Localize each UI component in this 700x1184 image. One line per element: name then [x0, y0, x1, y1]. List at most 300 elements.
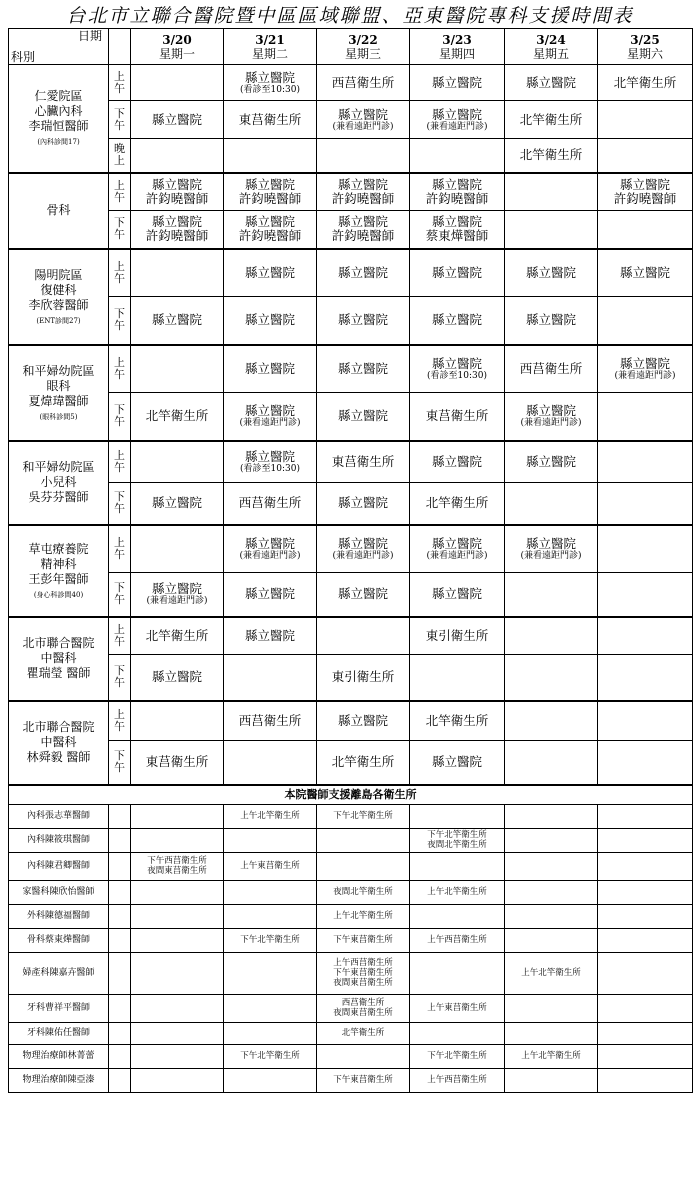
slot-label: 上午: [109, 249, 131, 297]
slot-blank: [109, 852, 131, 880]
island-support-body: [9, 785, 693, 1093]
day-header: 3/21 星期二: [224, 29, 317, 65]
schedule-cell: [505, 573, 598, 617]
island-cell: [131, 904, 224, 928]
schedule-row: [9, 297, 693, 345]
schedule-cell: [598, 573, 693, 617]
slot-blank: [109, 994, 131, 1022]
island-cell: [505, 904, 598, 928]
island-cell: [224, 952, 317, 994]
schedule-cell: 北竿衛生所: [131, 617, 224, 655]
island-cell: [410, 952, 505, 994]
schedule-cell: [317, 617, 410, 655]
schedule-cell: [598, 297, 693, 345]
slot-blank: [109, 928, 131, 952]
clinic-remark: (兼看遠距門診): [332, 550, 394, 561]
island-cell: [317, 828, 410, 852]
slot-blank: [109, 1044, 131, 1068]
slot-label: 上午: [109, 65, 131, 101]
staff-name: 婦產科陳嘉卉醫師: [9, 952, 109, 994]
clinic-remark: (兼看遠距門診): [426, 121, 488, 132]
schedule-row: [9, 139, 693, 173]
clinic-name: 縣立醫院: [244, 403, 295, 419]
island-cell: [598, 1068, 693, 1092]
schedule-cell: [131, 345, 224, 393]
schedule-cell: [224, 525, 317, 573]
schedule-cell: [505, 617, 598, 655]
schedule-cell: 縣立醫院 許鈞曉醫師: [598, 173, 693, 211]
island-cell: [317, 1044, 410, 1068]
schedule-cell: 縣立醫院: [410, 573, 505, 617]
schedule-cell: 縣立醫院: [131, 101, 224, 139]
island-cell: 夜間北竿衛生所: [317, 880, 410, 904]
island-cell: 上午西莒衛生所: [410, 1068, 505, 1092]
clinic-name: 縣立醫院: [244, 69, 295, 85]
page-title: 台北市立聯合醫院暨中區區域聯盟、亞東醫院專科支援時間表: [66, 5, 634, 27]
schedule-cell: [224, 139, 317, 173]
doctor-line: 瞿瑞瑩 醫師: [26, 666, 91, 680]
schedule-cell: [410, 139, 505, 173]
staff-name: 家醫科陳欣怡醫師: [9, 880, 109, 904]
dept-label: 科別: [11, 50, 36, 64]
schedule-cell: 縣立醫院: [410, 741, 505, 785]
schedule-cell: 東莒衛生所: [131, 741, 224, 785]
schedule-row: [9, 345, 693, 393]
schedule-cell: 縣立醫院 許鈞曉醫師: [317, 173, 410, 211]
clinic-remark: (兼看遠距門診): [239, 550, 301, 561]
schedule-cell: 東莒衛生所: [317, 441, 410, 483]
slot-label: 下午: [109, 101, 131, 139]
doctor-line: 眼科: [46, 378, 71, 393]
island-cell: 下午北竿衛生所: [224, 1044, 317, 1068]
schedule-cell: 縣立醫院: [505, 441, 598, 483]
clinic-name: 縣立醫院: [244, 448, 295, 464]
island-cell: [598, 952, 693, 994]
schedule-table: [8, 28, 693, 1093]
island-row: [9, 1022, 693, 1044]
clinic-name: 縣立醫院: [525, 535, 576, 551]
clinic-name: 縣立醫院: [244, 535, 295, 551]
schedule-cell: [598, 101, 693, 139]
slot-label: 下午: [109, 211, 131, 249]
island-cell: 西莒衛生所 夜間東莒衛生所: [317, 994, 410, 1022]
schedule-cell: [317, 525, 410, 573]
island-cell: [131, 880, 224, 904]
schedule-cell: 縣立醫院: [131, 297, 224, 345]
schedule-cell: 東引衛生所: [317, 655, 410, 701]
doctor-line: 小兒科: [40, 475, 77, 489]
schedule-cell: 縣立醫院: [410, 297, 505, 345]
schedule-cell: 北竿衛生所: [505, 139, 598, 173]
island-cell: [131, 994, 224, 1022]
schedule-cell: [598, 701, 693, 741]
slot-blank: [109, 904, 131, 928]
doctor-line: 中醫科: [40, 651, 77, 665]
clinic-name: 縣立醫院: [431, 535, 482, 551]
schedule-cell: [317, 139, 410, 173]
clinic-remark: (兼看遠距門診): [520, 550, 582, 561]
schedule-cell: 縣立醫院 許鈞曉醫師: [317, 211, 410, 249]
clinic-name: 縣立醫院: [337, 535, 388, 551]
slot-label: 上午: [109, 617, 131, 655]
schedule-cell: 縣立醫院 許鈞曉醫師: [224, 211, 317, 249]
slot-header: [109, 29, 131, 65]
schedule-cell: 縣立醫院: [224, 297, 317, 345]
schedule-cell: 西莒衛生所: [224, 483, 317, 525]
schedule-cell: 北竿衛生所: [410, 701, 505, 741]
island-row: [9, 994, 693, 1022]
schedule-cell: [505, 173, 598, 211]
staff-name: 牙科曹祥平醫師: [9, 994, 109, 1022]
island-cell: 下午北竿衛生所 夜間北竿衛生所: [410, 828, 505, 852]
schedule-cell: [131, 249, 224, 297]
island-row: [9, 1044, 693, 1068]
island-cell: 上午西莒衛生所 下午東莒衛生所 夜間東莒衛生所: [317, 952, 410, 994]
schedule-row: [9, 741, 693, 785]
schedule-cell: [131, 573, 224, 617]
island-section-header-row: [9, 785, 693, 805]
schedule-cell: [224, 441, 317, 483]
doctor-line: 北市聯合醫院: [22, 720, 95, 734]
island-cell: [598, 804, 693, 828]
doctor-line: 北市聯合醫院: [22, 636, 95, 650]
island-cell: 北竿衛生所: [317, 1022, 410, 1044]
schedule-cell: [505, 211, 598, 249]
island-cell: 上午西莒衛生所: [410, 928, 505, 952]
slot-label: 上午: [109, 525, 131, 573]
schedule-cell: 縣立醫院: [224, 249, 317, 297]
day-header: 3/22 星期三: [317, 29, 410, 65]
island-cell: [410, 852, 505, 880]
island-cell: [505, 852, 598, 880]
island-cell: [224, 904, 317, 928]
island-cell: 上午北竿衛生所: [317, 904, 410, 928]
schedule-row: [9, 211, 693, 249]
schedule-cell: [224, 65, 317, 101]
staff-name: 內科張志華醫師: [9, 804, 109, 828]
schedule-cell: 縣立醫院 許鈞曉醫師: [131, 173, 224, 211]
doctor-cell: [9, 441, 109, 525]
schedule-cell: [224, 655, 317, 701]
schedule-cell: [131, 139, 224, 173]
schedule-cell: [410, 345, 505, 393]
island-row: [9, 880, 693, 904]
schedule-cell: [598, 617, 693, 655]
doctor-cell: [9, 173, 109, 249]
slot-label: 下午: [109, 573, 131, 617]
schedule-cell: [505, 483, 598, 525]
slot-label: 下午: [109, 483, 131, 525]
island-cell: [131, 804, 224, 828]
doctor-line: 吳芬芬醫師: [28, 490, 89, 504]
doctor-cell: [9, 617, 109, 701]
schedule-cell: [131, 65, 224, 101]
island-cell: [131, 1068, 224, 1092]
clinic-remark: (看診至10:30): [427, 370, 487, 381]
island-row: [9, 804, 693, 828]
doctor-note: (身心科診間40): [33, 590, 84, 599]
schedule-cell: [505, 741, 598, 785]
island-cell: [598, 1044, 693, 1068]
schedule-row: [9, 525, 693, 573]
schedule-cell: 東莒衛生所: [224, 101, 317, 139]
island-cell: [410, 1022, 505, 1044]
slot-blank: [109, 880, 131, 904]
clinic-name: 縣立醫院: [431, 106, 482, 122]
doctor-line: 和平婦幼院區: [22, 460, 95, 474]
schedule-cell: 縣立醫院 許鈞曉醫師: [131, 211, 224, 249]
schedule-cell: 北竿衛生所: [317, 741, 410, 785]
schedule-cell: [598, 345, 693, 393]
doctor-cell: [9, 345, 109, 441]
schedule-cell: [598, 441, 693, 483]
day-header: 3/20 星期一: [131, 29, 224, 65]
doctor-line: 李欣蓉醫師: [28, 297, 89, 312]
schedule-cell: [598, 525, 693, 573]
schedule-cell: [505, 655, 598, 701]
island-cell: 下午東莒衛生所: [317, 928, 410, 952]
schedule-cell: 縣立醫院: [410, 249, 505, 297]
slot-blank: [109, 952, 131, 994]
clinic-remark: (兼看遠距門診): [332, 121, 394, 132]
schedule-cell: 縣立醫院: [317, 297, 410, 345]
island-cell: [224, 1022, 317, 1044]
clinic-remark: (兼看遠距門診): [146, 596, 208, 607]
schedule-cell: 縣立醫院: [317, 701, 410, 741]
doctor-cell: [9, 249, 109, 345]
island-cell: [224, 828, 317, 852]
header-corner: [9, 29, 109, 65]
island-cell: [598, 928, 693, 952]
staff-name: 外科陳德福醫師: [9, 904, 109, 928]
island-cell: [505, 804, 598, 828]
island-cell: [598, 852, 693, 880]
slot-blank: [109, 828, 131, 852]
schedule-row: [9, 101, 693, 139]
island-cell: [224, 880, 317, 904]
schedule-cell: 縣立醫院: [317, 483, 410, 525]
schedule-cell: 東莒衛生所: [410, 393, 505, 441]
island-cell: 下午北竿衛生所: [224, 928, 317, 952]
schedule-cell: [598, 139, 693, 173]
slot-label: 下午: [109, 393, 131, 441]
doctor-line: 草屯療養院: [28, 541, 89, 556]
schedule-cell: 西莒衛生所: [317, 65, 410, 101]
schedule-cell: 縣立醫院: [131, 655, 224, 701]
clinic-remark: (兼看遠距門診): [614, 370, 676, 381]
island-cell: [224, 1068, 317, 1092]
island-cell: [131, 1044, 224, 1068]
header-row: [9, 29, 693, 65]
schedule-cell: 北竿衛生所: [410, 483, 505, 525]
schedule-cell: 縣立醫院: [410, 441, 505, 483]
island-cell: 上午北竿衛生所: [224, 804, 317, 828]
staff-name: 物理治療師林菁蕾: [9, 1044, 109, 1068]
slot-label: 上午: [109, 173, 131, 211]
clinic-remark: (看診至10:30): [240, 463, 300, 474]
schedule-row: [9, 173, 693, 211]
schedule-cell: 縣立醫院: [317, 393, 410, 441]
doctor-line: 精神科: [40, 556, 77, 571]
island-cell: [505, 1022, 598, 1044]
schedule-cell: [505, 393, 598, 441]
schedule-cell: 縣立醫院: [410, 65, 505, 101]
doctor-line: 夏煒瑋醫師: [28, 393, 89, 408]
doctor-line: 林舜毅 醫師: [26, 750, 91, 764]
clinic-name: 縣立醫院: [337, 106, 388, 122]
clinic-name: 縣立醫院: [619, 355, 670, 371]
schedule-cell: [410, 525, 505, 573]
schedule-row: [9, 655, 693, 701]
day-header: 3/23 星期四: [410, 29, 505, 65]
slot-label: 下午: [109, 655, 131, 701]
schedule-cell: [224, 741, 317, 785]
island-cell: [505, 928, 598, 952]
schedule-cell: 縣立醫院 許鈞曉醫師: [410, 173, 505, 211]
staff-name: 內科陳筱琪醫師: [9, 828, 109, 852]
island-cell: 下午北竿衛生所: [317, 804, 410, 828]
schedule-cell: [505, 701, 598, 741]
schedule-row: [9, 65, 693, 101]
slot-label: 上午: [109, 701, 131, 741]
island-cell: [505, 994, 598, 1022]
schedule-cell: [317, 101, 410, 139]
schedule-cell: [505, 525, 598, 573]
island-row: [9, 828, 693, 852]
slot-label: 下午: [109, 741, 131, 785]
clinic-name: 縣立醫院: [431, 355, 482, 371]
doctor-line: 仁愛院區: [34, 89, 83, 104]
clinic-remark: (兼看遠距門診): [426, 550, 488, 561]
slot-label: 下午: [109, 297, 131, 345]
schedule-cell: [131, 441, 224, 483]
slot-blank: [109, 804, 131, 828]
island-cell: [505, 1068, 598, 1092]
schedule-cell: 北竿衛生所: [598, 65, 693, 101]
schedule-cell: 縣立醫院: [224, 345, 317, 393]
slot-blank: [109, 1022, 131, 1044]
schedule-cell: [598, 393, 693, 441]
schedule-cell: 北竿衛生所: [505, 101, 598, 139]
schedule-cell: 縣立醫院 許鈞曉醫師: [224, 173, 317, 211]
schedule-row: [9, 701, 693, 741]
doctor-line: 李瑞恒醫師: [28, 119, 89, 134]
slot-label: 上午: [109, 441, 131, 483]
staff-name: 牙科陳佑任醫師: [9, 1022, 109, 1044]
clinic-name: 縣立醫院: [151, 581, 202, 597]
staff-name: 骨科蔡東燁醫師: [9, 928, 109, 952]
schedule-cell: 縣立醫院 蔡東燁醫師: [410, 211, 505, 249]
schedule-cell: 縣立醫院: [505, 249, 598, 297]
schedule-cell: [410, 101, 505, 139]
day-header: 3/24 星期五: [505, 29, 598, 65]
schedule-cell: 縣立醫院: [505, 297, 598, 345]
doctor-line: 骨科: [46, 203, 71, 217]
island-cell: [224, 994, 317, 1022]
schedule-cell: [410, 655, 505, 701]
schedule-cell: 縣立醫院: [131, 483, 224, 525]
island-row: [9, 1068, 693, 1092]
island-cell: 下午東莒衛生所: [317, 1068, 410, 1092]
schedule-cell: [598, 655, 693, 701]
slot-label: 上午: [109, 345, 131, 393]
island-cell: 上午北竿衛生所: [410, 880, 505, 904]
doctor-schedule-body: [9, 65, 693, 785]
clinic-remark: (看診至10:30): [240, 84, 300, 95]
island-row: [9, 952, 693, 994]
schedule-row: [9, 393, 693, 441]
island-row: [9, 852, 693, 880]
schedule-cell: 東引衛生所: [410, 617, 505, 655]
doctor-cell: [9, 65, 109, 173]
date-label: 日期: [77, 29, 102, 43]
clinic-remark: (兼看遠距門診): [520, 418, 582, 429]
schedule-cell: 縣立醫院: [224, 617, 317, 655]
island-cell: [131, 1022, 224, 1044]
island-cell: 上午北竿衛生所: [505, 1044, 598, 1068]
island-cell: [598, 880, 693, 904]
island-row: [9, 904, 693, 928]
schedule-cell: [598, 211, 693, 249]
schedule-row: [9, 441, 693, 483]
slot-label: 晚上: [109, 139, 131, 173]
staff-name: 物理治療師陳亞溱: [9, 1068, 109, 1092]
schedule-row: [9, 483, 693, 525]
doctor-cell: [9, 701, 109, 785]
schedule-cell: 縣立醫院: [317, 573, 410, 617]
schedule-row: [9, 617, 693, 655]
island-cell: 下午北竿衛生所: [410, 1044, 505, 1068]
doctor-note: (ENT診間27): [36, 316, 81, 325]
schedule-cell: [131, 701, 224, 741]
island-cell: [317, 852, 410, 880]
island-cell: [598, 828, 693, 852]
island-cell: [598, 994, 693, 1022]
island-section-title: 本院醫師支援離島各衛生所: [9, 785, 693, 805]
island-cell: [598, 904, 693, 928]
doctor-line: 王彭年醫師: [28, 571, 89, 586]
schedule-row: [9, 249, 693, 297]
island-cell: [131, 928, 224, 952]
day-header: 3/25 星期六: [598, 29, 693, 65]
island-cell: [505, 828, 598, 852]
schedule-cell: 北竿衛生所: [131, 393, 224, 441]
island-cell: [410, 904, 505, 928]
doctor-line: 心臟內科: [34, 104, 83, 119]
island-row: [9, 928, 693, 952]
clinic-remark: (兼看遠距門診): [239, 418, 301, 429]
schedule-cell: [131, 525, 224, 573]
schedule-cell: 縣立醫院: [598, 249, 693, 297]
schedule-cell: 西莒衛生所: [224, 701, 317, 741]
doctor-line: 和平婦幼院區: [22, 363, 95, 378]
island-cell: [598, 1022, 693, 1044]
schedule-cell: 縣立醫院: [317, 249, 410, 297]
schedule-cell: 西莒衛生所: [505, 345, 598, 393]
island-cell: [410, 804, 505, 828]
schedule-cell: [598, 741, 693, 785]
clinic-name: 縣立醫院: [525, 403, 576, 419]
island-cell: 上午北竿衛生所: [505, 952, 598, 994]
schedule-cell: 縣立醫院: [505, 65, 598, 101]
island-cell: 上午東莒衛生所: [410, 994, 505, 1022]
island-cell: [131, 952, 224, 994]
doctor-line: 復健科: [40, 282, 77, 297]
doctor-line: 中醫科: [40, 735, 77, 749]
staff-name: 內科陳君卿醫師: [9, 852, 109, 880]
doctor-note: (內科診間17): [37, 138, 80, 147]
island-cell: 下午西莒衛生所 夜間東莒衛生所: [131, 852, 224, 880]
